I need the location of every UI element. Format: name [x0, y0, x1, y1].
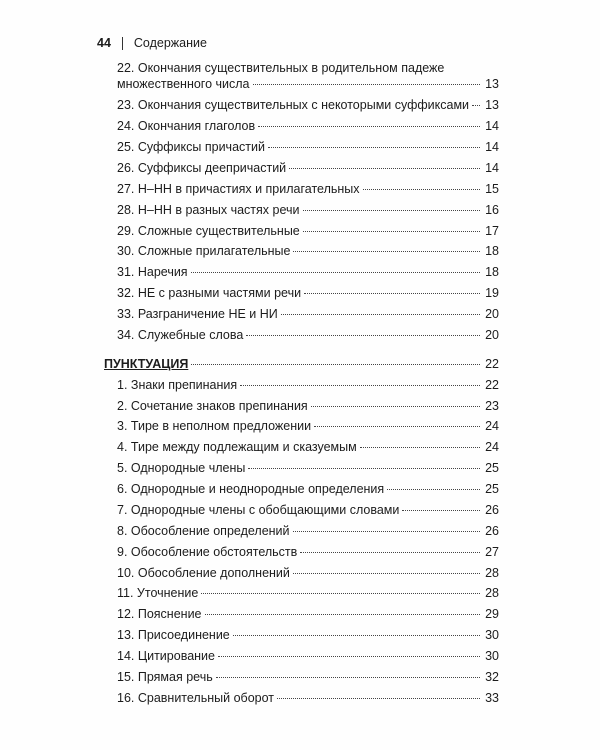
toc-entry-title: 24. Окончания глаголов	[117, 119, 256, 133]
toc-entry-title: 23. Окончания существительных с некоторыми суффиксами	[117, 98, 470, 112]
toc-entry-title: 6. Однородные и неоднородные определения	[117, 482, 385, 496]
toc-page-number: 19	[485, 286, 499, 300]
toc-entry	[117, 181, 499, 197]
toc-entry	[117, 202, 499, 218]
toc-entry-title: 3. Тире в неполном предложении	[117, 419, 312, 433]
toc-entry	[117, 97, 499, 113]
toc-page-number: 13	[485, 77, 499, 91]
toc-entry-title: 29. Сложные существительные	[117, 224, 300, 238]
toc-page-number: 26	[485, 524, 499, 538]
toc-entry-title: 4. Тире между подлежащим и сказуемым	[117, 440, 357, 454]
toc-page-number: 24	[485, 440, 499, 454]
dot-leader	[248, 468, 480, 469]
toc-entry	[117, 502, 499, 518]
toc-entry	[117, 139, 499, 155]
dot-leader	[191, 364, 480, 365]
dot-leader	[293, 573, 480, 574]
toc-entry	[117, 418, 499, 434]
toc-entry	[117, 481, 499, 497]
toc-entry-title: 8. Обособление определений	[117, 524, 290, 538]
toc-entry-title: 28. Н–НН в разных частях речи	[117, 203, 300, 217]
toc-page-number: 28	[485, 586, 499, 600]
toc-entry	[117, 306, 499, 322]
dot-leader	[191, 272, 480, 273]
toc-entry	[117, 243, 499, 259]
toc-page-number: 18	[485, 244, 499, 258]
toc-entry-title: 14. Цитирование	[117, 649, 215, 663]
toc-entry	[117, 544, 499, 560]
toc-entry-title: 25. Суффиксы причастий	[117, 140, 265, 154]
toc-entry-title: ПУНКТУАЦИЯ	[104, 357, 189, 371]
toc-entry	[117, 160, 499, 176]
toc-entry-title: 10. Обособление дополнений	[117, 566, 290, 580]
toc-page-number: 28	[485, 566, 499, 580]
toc-page-number: 16	[485, 203, 499, 217]
toc-entry-title: 15. Прямая речь	[117, 670, 213, 684]
toc-entry	[117, 669, 499, 685]
toc-page-number: 22	[485, 357, 499, 371]
toc-page-number: 24	[485, 419, 499, 433]
toc-entry-title: 26. Суффиксы деепричастий	[117, 161, 287, 175]
toc-page-number: 32	[485, 670, 499, 684]
toc-entry	[117, 327, 499, 343]
toc-page-number: 20	[485, 307, 499, 321]
toc-entry-title: 32. НЕ с разными частями речи	[117, 286, 302, 300]
toc-entry	[117, 60, 499, 92]
toc-page-number: 18	[485, 265, 499, 279]
dot-leader	[402, 510, 480, 511]
toc-entry-title: 9. Обособление обстоятельств	[117, 545, 298, 559]
dot-leader	[253, 84, 480, 85]
dot-leader	[387, 489, 480, 490]
dot-leader	[293, 531, 480, 532]
dot-leader	[281, 314, 480, 315]
dot-leader	[240, 385, 480, 386]
toc-entry	[117, 523, 499, 539]
dot-leader	[218, 656, 480, 657]
toc-page-number: 30	[485, 628, 499, 642]
toc-entry-title-line: 22. Окончания существительных в родительном падеже	[117, 61, 445, 75]
toc-entry-title: 11. Уточнение	[117, 586, 199, 600]
toc-entry	[117, 648, 499, 664]
toc-entry-title: 12. Пояснение	[117, 607, 202, 621]
toc-entry	[117, 264, 499, 280]
dot-leader	[216, 677, 480, 678]
toc-entry-title: 2. Сочетание знаков препинания	[117, 399, 308, 413]
toc-page-number: 20	[485, 328, 499, 342]
dot-leader	[303, 210, 481, 211]
toc-entry-title: 34. Служебные слова	[117, 328, 244, 342]
toc-page-number: 29	[485, 607, 499, 621]
toc-page-number: 13	[485, 98, 499, 112]
toc-entry	[117, 377, 499, 393]
toc-entry-title: 27. Н–НН в причастиях и прилагательных	[117, 182, 360, 196]
toc-page-number: 15	[485, 182, 499, 196]
toc-entry-title: 16. Сравнительный оборот	[117, 691, 274, 705]
dot-leader	[277, 698, 480, 699]
toc-page-number: 33	[485, 691, 499, 705]
toc-entry-title: 13. Присоединение	[117, 628, 230, 642]
toc-page-number: 23	[485, 399, 499, 413]
toc-entry-title: 5. Однородные члены	[117, 461, 246, 475]
dot-leader	[289, 168, 480, 169]
dot-leader	[314, 426, 480, 427]
toc-page-number: 14	[485, 161, 499, 175]
toc-entry	[117, 223, 499, 239]
toc-entry	[117, 627, 499, 643]
toc-page-number: 17	[485, 224, 499, 238]
toc-page-number: 25	[485, 461, 499, 475]
toc-entry	[117, 585, 499, 601]
toc-entry-title: 33. Разграничение НЕ и НИ	[117, 307, 278, 321]
toc-entry	[117, 460, 499, 476]
toc-entry	[117, 398, 499, 414]
dot-leader	[258, 126, 480, 127]
toc-entry	[117, 606, 499, 622]
dot-leader	[233, 635, 480, 636]
toc-entry-title: множественного числа	[117, 77, 250, 91]
toc-entry	[117, 565, 499, 581]
toc-page-number: 14	[485, 119, 499, 133]
toc-page-number: 14	[485, 140, 499, 154]
toc-entry-title: 31. Наречия	[117, 265, 188, 279]
dot-leader	[304, 293, 480, 294]
page-number: 44	[97, 36, 111, 50]
toc-page-number: 30	[485, 649, 499, 663]
toc-entry-title: 7. Однородные члены с обобщающими словами	[117, 503, 400, 517]
dot-leader	[300, 552, 480, 553]
dot-leader	[363, 189, 480, 190]
toc-page-number: 27	[485, 545, 499, 559]
toc-entry	[117, 285, 499, 301]
dot-leader	[472, 105, 480, 106]
toc-entry	[117, 690, 499, 706]
dot-leader	[268, 147, 480, 148]
dot-leader	[201, 593, 480, 594]
header-title: Содержание	[133, 36, 207, 50]
dot-leader	[293, 251, 480, 252]
dot-leader	[311, 406, 480, 407]
toc-entry	[117, 439, 499, 455]
toc-page-number: 26	[485, 503, 499, 517]
toc-page-number: 22	[485, 378, 499, 392]
dot-leader	[246, 335, 480, 336]
toc-entry-title: 30. Сложные прилагательные	[117, 244, 291, 258]
dot-leader	[303, 231, 480, 232]
dot-leader	[360, 447, 480, 448]
toc-entry-title: 1. Знаки препинания	[117, 378, 238, 392]
dot-leader	[205, 614, 481, 615]
toc-section-heading	[104, 356, 499, 372]
toc-page-number: 25	[485, 482, 499, 496]
toc-entry	[117, 118, 499, 134]
